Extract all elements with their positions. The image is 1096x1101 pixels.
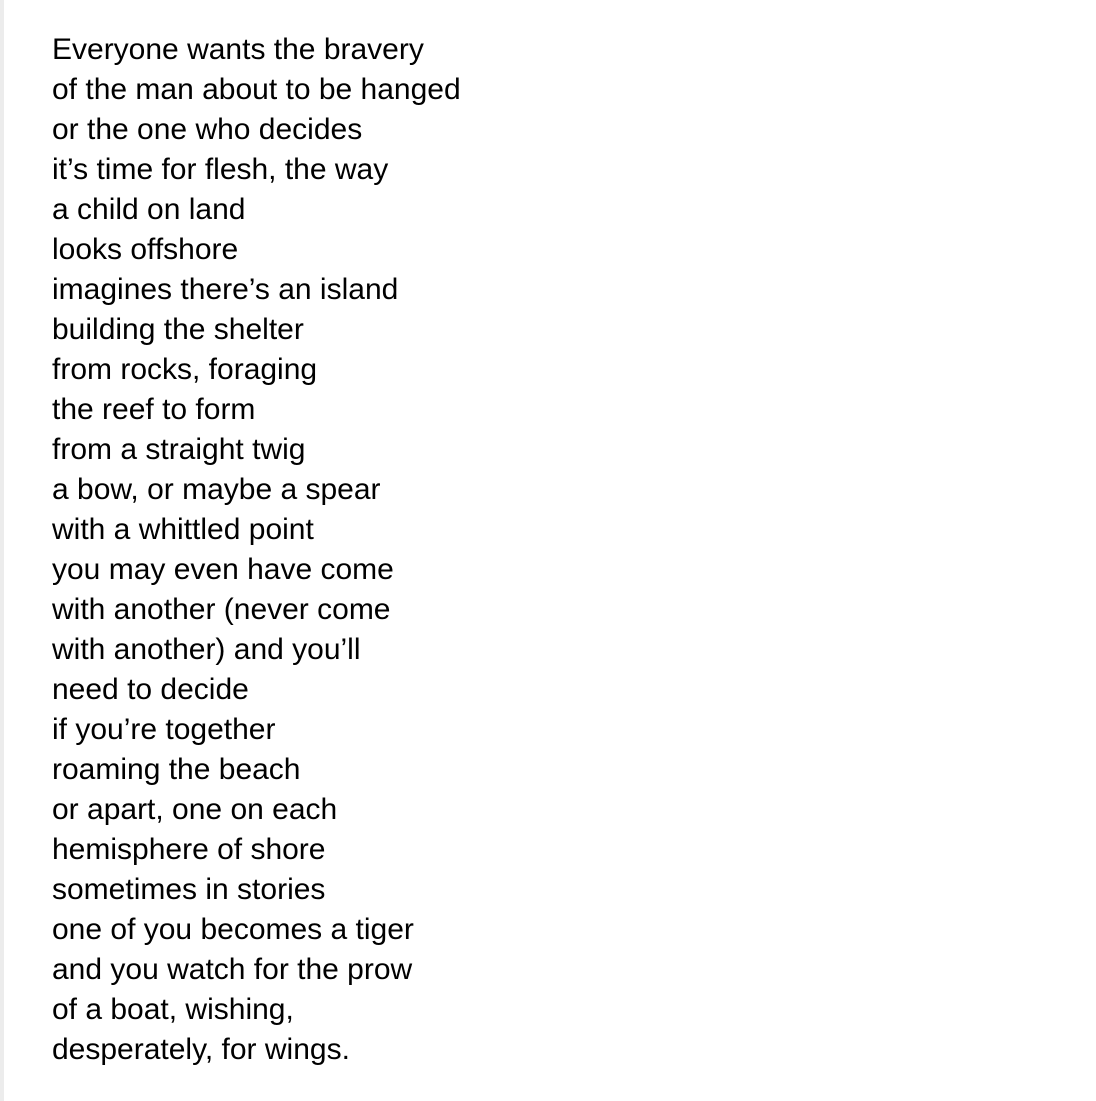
poem-line: of a boat, wishing, [52, 993, 294, 1026]
poem-line: hemisphere of shore [52, 833, 326, 866]
poem-line: of the man about to be hanged [52, 73, 461, 106]
poem-line: roaming the beach [52, 753, 301, 786]
poem-line: from a straight twig [52, 433, 306, 466]
poem-line: one of you becomes a tiger [52, 913, 414, 946]
poem-line: with another (never come [52, 593, 391, 626]
poem-line: a child on land [52, 193, 246, 226]
poem-text [52, 30, 461, 1070]
poem-line: it’s time for flesh, the way [52, 153, 389, 186]
poem-line: sometimes in stories [52, 873, 326, 906]
poem-line: need to decide [52, 673, 249, 706]
poem-line: imagines there’s an island [52, 273, 399, 306]
poem-line: and you watch for the prow [52, 953, 413, 986]
poem-line: you may even have come [52, 553, 394, 586]
poem-line: Everyone wants the bravery [52, 33, 424, 66]
poem-line: or the one who decides [52, 113, 363, 146]
poem-line: a bow, or maybe a spear [52, 473, 381, 506]
poem-line: desperately, for wings. [52, 1033, 350, 1066]
poem-line: from rocks, foraging [52, 353, 318, 386]
page-edge [0, 0, 4, 1101]
poem-line: looks offshore [52, 233, 239, 266]
poem-line: with another) and you’ll [52, 633, 361, 666]
poem-line: or apart, one on each [52, 793, 338, 826]
poem-line: if you’re together [52, 713, 276, 746]
poem-line: with a whittled point [52, 513, 314, 546]
poem-line: the reef to form [52, 393, 256, 426]
poem-line: building the shelter [52, 313, 304, 346]
